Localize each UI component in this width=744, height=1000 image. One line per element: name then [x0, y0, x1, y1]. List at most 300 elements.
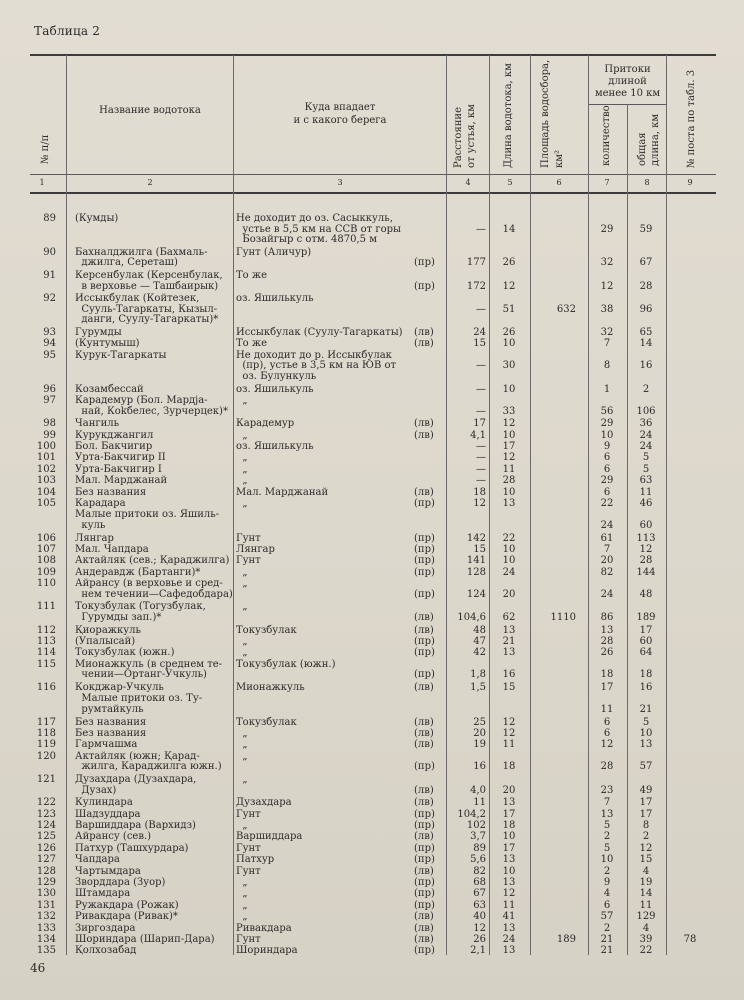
cell-no: 109: [36, 566, 56, 578]
cell-into: Токузбулак (южн.): [236, 658, 336, 670]
cell-dist: 24: [473, 327, 486, 338]
cell-bank: (пр): [414, 669, 435, 681]
cell-into: „: [236, 429, 248, 441]
cell-len: 13: [502, 797, 516, 809]
cell-cnt: 32: [600, 327, 614, 338]
cell-name: Токузбулак (Тогузбулак, Гурумды зап.)*: [75, 601, 206, 623]
cell-cnt: 21: [600, 945, 614, 957]
cell-no: 95: [43, 349, 56, 361]
header-col3: Куда впадает и с какого берега: [293, 102, 387, 126]
cell-no: 107: [36, 544, 56, 555]
cell-bank: (лв): [414, 327, 434, 338]
cell-len: 20: [502, 588, 516, 600]
cell-dist: 4,0: [470, 784, 486, 796]
cell-len: 10: [502, 831, 516, 843]
cell-cnt: 38: [600, 303, 614, 315]
cell-area: 189: [556, 934, 576, 945]
cell-bank: (лв): [414, 338, 434, 350]
cell-no: 113: [36, 636, 56, 647]
cell-no: 98: [43, 418, 56, 430]
cell-into: Не доходит до оз. Сасыккуль, устье в 5,5 км на ССВ от горы Бозайгыр с отм. 4870,5 м: [236, 213, 401, 246]
cell-len: 18: [502, 761, 516, 773]
cell-name: Зиргоздара: [75, 922, 136, 934]
cell-tot: 18: [639, 669, 653, 681]
cell-dist: 102: [466, 820, 486, 831]
cell-tot: 10: [639, 728, 653, 739]
cell-len: 13: [502, 624, 516, 636]
cell-name: Чартымдара: [75, 865, 141, 877]
cell-len: 10: [502, 865, 516, 877]
cell-cnt: 6: [603, 716, 611, 728]
cell-cnt: 20: [600, 555, 614, 567]
cell-tot: 67: [639, 257, 653, 269]
cell-name: Айрансу (сев.): [75, 831, 152, 843]
cell-tot: 16: [639, 682, 653, 693]
cell-dist: 19: [473, 739, 486, 751]
cell-into: „: [236, 774, 248, 785]
cell-cnt: 12: [600, 739, 614, 751]
cell-no: 103: [36, 475, 56, 487]
cell-name: Урта-Бакчигир II: [75, 452, 166, 464]
cell-tot: 14: [639, 338, 653, 350]
cell-name: Чапдара: [75, 854, 120, 866]
cell-tot: 17: [639, 797, 653, 809]
cell-dist: 1,8: [470, 669, 486, 681]
cell-dist: —: [476, 303, 486, 315]
cell-len: 13: [502, 922, 516, 934]
cell-no: 118: [36, 728, 56, 739]
cell-name: Иссыкбулак (Койтезек, Сууль-Тагаркаты, Кызыл- данги, Суулу-Тагаркаты)*: [75, 293, 219, 326]
cell-tot: 48: [639, 588, 653, 600]
cell-len: 13: [502, 647, 516, 659]
cell-name: Козамбессай: [75, 383, 144, 395]
cell-len: 24: [502, 934, 516, 945]
cell-name: Карадемур (Бол. Мардjа- най, Коkбелес, Зурчерцек)*: [75, 395, 228, 417]
cell-bank: (пр): [414, 566, 435, 578]
cell-len: 12: [502, 716, 516, 728]
cell-into: „: [236, 578, 248, 590]
cell-no: 112: [36, 624, 56, 636]
cell-dist: 47: [473, 636, 486, 647]
cell-bank: (лв): [414, 418, 434, 430]
cell-cnt: 28: [600, 636, 614, 647]
header-top-rule: [30, 54, 716, 56]
cell-cnt: 11: [600, 704, 614, 715]
header-col8: общая длина, км: [637, 113, 661, 166]
cell-no: 128: [36, 865, 56, 877]
cell-bank: (пр): [414, 842, 435, 854]
cell-into: „: [236, 566, 248, 578]
cell-tot: 4: [642, 922, 650, 934]
cell-cnt: 29: [600, 475, 614, 487]
cell-cnt: 7: [603, 338, 611, 350]
cell-tot: 129: [636, 911, 656, 923]
cell-dist: 25: [473, 716, 486, 728]
cell-bank: (лв): [414, 486, 434, 498]
cell-tot: 36: [639, 418, 653, 430]
cell-len: 14: [502, 223, 516, 235]
divider-col4: [489, 55, 490, 955]
cell-into: Гунт: [236, 934, 261, 945]
cell-dist: 40: [473, 911, 486, 923]
cell-name: Андеравдж (Бартанги)*: [75, 566, 201, 578]
cell-dist: 1,5: [470, 682, 486, 693]
header-col7: количество: [601, 105, 612, 166]
cell-into: „: [236, 739, 248, 751]
cell-name: Урта-Бакчигир I: [75, 463, 162, 475]
cell-no: 102: [36, 463, 56, 475]
cell-cnt: 13: [600, 624, 614, 636]
cell-into: „: [236, 601, 248, 613]
cell-cnt: 56: [600, 405, 614, 417]
cell-name: Қиоражкуль: [75, 624, 141, 636]
cell-bank: (лв): [414, 784, 434, 796]
cell-no: 121: [36, 774, 56, 785]
cell-no: 90: [43, 246, 56, 258]
cell-cnt: 5: [603, 842, 611, 854]
cell-dist: 11: [473, 797, 486, 809]
cell-dist: —: [476, 463, 486, 475]
cell-bank: (пр): [414, 555, 435, 567]
cell-bank: (пр): [414, 820, 435, 831]
cell-into: „: [236, 647, 248, 659]
cell-tot: 96: [639, 303, 653, 315]
cell-len: 12: [502, 280, 516, 292]
cell-no: 124: [36, 820, 56, 831]
cell-no: 108: [36, 555, 56, 567]
cell-into: „: [236, 820, 248, 831]
cell-dist: 42: [473, 647, 486, 659]
cell-tot: 12: [639, 544, 653, 555]
cell-no: 100: [36, 441, 56, 452]
cell-into: „: [236, 728, 248, 739]
cell-len: 10: [502, 383, 516, 395]
cell-no: 130: [36, 888, 56, 900]
cell-len: 24: [502, 566, 516, 578]
cell-no: 91: [43, 270, 56, 281]
cell-tot: 19: [639, 877, 653, 888]
cell-dist: 48: [473, 624, 486, 636]
cell-len: 30: [502, 360, 516, 372]
cell-bank: (лв): [414, 739, 434, 751]
cell-len: 13: [502, 498, 516, 509]
cell-into: То же: [236, 338, 267, 350]
cell-bank: (пр): [414, 854, 435, 866]
cell-bank: (лв): [414, 728, 434, 739]
cell-tot: 106: [636, 405, 656, 417]
cell-into: „: [236, 636, 248, 647]
colnum-2: 2: [147, 178, 153, 187]
cell-cnt: 10: [600, 429, 614, 441]
cell-cnt: 82: [600, 566, 614, 578]
cell-cnt: 12: [600, 280, 614, 292]
cell-cnt: 6: [603, 452, 611, 464]
cell-cnt: 57: [600, 911, 614, 923]
cell-cnt: 9: [603, 877, 611, 888]
cell-name: Токузбулак (южн.): [75, 647, 175, 659]
cell-bank: (лв): [414, 682, 434, 693]
cell-into: Варшиддара: [236, 831, 303, 843]
cell-dist: 63: [473, 899, 486, 911]
cell-dist: 12: [473, 498, 486, 509]
cell-dist: 20: [473, 728, 486, 739]
cell-into: оз. Яшилькуль: [236, 441, 314, 452]
cell-len: 22: [502, 532, 516, 544]
cell-no: 115: [36, 658, 56, 670]
colnum-9: 9: [687, 178, 693, 187]
cell-into: „: [236, 395, 248, 406]
cell-name: Кулиндара: [75, 797, 133, 809]
cell-name: Ружакдара (Рожак): [75, 899, 179, 911]
cell-name: Курук-Тагаркаты: [75, 349, 167, 361]
cell-len: 15: [502, 682, 516, 693]
cell-into: Токузбулак: [236, 716, 297, 728]
cell-no: 101: [36, 452, 56, 464]
cell-len: 17: [502, 441, 516, 452]
cell-cnt: 1: [603, 383, 611, 395]
cell-name: Малые притоки оз. Яшиль- куль: [75, 509, 220, 531]
cell-len: 21: [502, 636, 516, 647]
cell-tot: 60: [639, 636, 653, 647]
cell-len: 41: [502, 911, 516, 923]
cell-bank: (пр): [414, 257, 435, 269]
cell-no: 122: [36, 797, 56, 809]
cell-name: Айрансу (в верховье и сред- нем течении—Сафедобдара): [75, 578, 233, 600]
cell-len: 11: [502, 899, 516, 911]
cell-len: 28: [502, 475, 516, 487]
cell-bank: (лв): [414, 865, 434, 877]
cell-cnt: 23: [600, 784, 614, 796]
divider-col8: [666, 55, 667, 955]
colnum-6: 6: [556, 178, 562, 187]
cell-name: Актайляк (южн; Қарад- жилга, Караджилга южн.): [75, 750, 222, 773]
cell-bank: (лв): [414, 716, 434, 728]
cell-bank: (пр): [414, 280, 435, 292]
cell-name: Керсенбулак (Керсенбулак, в верховье — Ташбаирык): [75, 270, 223, 292]
cell-cnt: 22: [600, 498, 614, 509]
cell-dist: 2,1: [470, 945, 486, 957]
cell-name: Без названия: [75, 716, 147, 728]
cell-len: 16: [502, 669, 516, 681]
cell-into: Гунт: [236, 842, 261, 854]
cell-len: 26: [502, 257, 516, 269]
divider-col5: [530, 55, 531, 955]
cell-cnt: 29: [600, 418, 614, 430]
cell-cnt: 17: [600, 682, 614, 693]
cell-name: Патхур (Ташхурдара): [75, 842, 189, 854]
cell-tot: 65: [639, 327, 653, 338]
cell-name: Бахналджилга (Бахмаль- джилга, Сереташ): [75, 246, 208, 269]
cell-len: 10: [502, 338, 516, 350]
cell-into: Иссыкбулак (Суулу-Тагаркаты): [236, 327, 403, 338]
cell-name: Зворддара (Зуор): [75, 877, 166, 888]
cell-tot: 39: [639, 934, 653, 945]
cell-name: Без названия: [75, 486, 147, 498]
cell-into: „: [236, 911, 248, 923]
cell-area: 1110: [550, 612, 576, 623]
cell-name: Актайляк (сев.; Қараджилга): [75, 555, 230, 567]
cell-dist: —: [476, 360, 486, 372]
cell-into: Патхур: [236, 854, 275, 866]
cell-dist: —: [476, 223, 486, 235]
cell-tot: 63: [639, 475, 653, 487]
cell-no: 120: [36, 750, 56, 762]
cell-into: „: [236, 452, 248, 464]
cell-tot: 144: [636, 566, 656, 578]
cell-no: 119: [36, 739, 56, 751]
cell-tot: 24: [639, 441, 653, 452]
divider-col3: [446, 55, 447, 955]
cell-into: „: [236, 498, 248, 509]
cell-name: Курукджангил: [75, 429, 154, 441]
column-number-rule: [30, 192, 716, 194]
cell-dist: —: [476, 475, 486, 487]
cell-tot: 49: [639, 784, 653, 796]
cell-tot: 11: [639, 486, 653, 498]
cell-cnt: 26: [600, 647, 614, 659]
cell-len: 11: [502, 463, 516, 475]
cell-dist: 3,7: [470, 831, 486, 843]
cell-no: 99: [43, 429, 56, 441]
cell-into: „: [236, 463, 248, 475]
cell-into: Ривакдара: [236, 922, 292, 934]
colnum-4: 4: [465, 178, 471, 187]
cell-no: 116: [36, 682, 56, 693]
cell-no: 125: [36, 831, 56, 843]
cell-len: 17: [502, 842, 516, 854]
table-label: Таблица 2: [34, 24, 101, 38]
divider-col1: [66, 55, 67, 955]
cell-tot: 12: [639, 842, 653, 854]
cell-into: Гунт (Аличур): [236, 246, 312, 258]
cell-no: 135: [36, 945, 56, 957]
cell-len: 20: [502, 784, 516, 796]
cell-bank: (лв): [414, 922, 434, 934]
cell-into: Гунт: [236, 532, 261, 544]
cell-into: То же: [236, 270, 267, 281]
cell-into: Мал. Марджанай: [236, 486, 329, 498]
cell-dist: 18: [473, 486, 486, 498]
cell-cnt: 28: [600, 761, 614, 773]
cell-name: Варшиддара (Вархидз): [75, 820, 196, 831]
cell-no: 133: [36, 922, 56, 934]
cell-cnt: 7: [603, 797, 611, 809]
cell-no: 129: [36, 877, 56, 888]
cell-name: Кокджар-Учкуль: [75, 682, 164, 693]
cell-bank: (пр): [414, 532, 435, 544]
cell-into: Мионажкуль: [236, 682, 305, 693]
cell-len: 10: [502, 555, 516, 567]
cell-dist: —: [476, 383, 486, 395]
cell-name: Дузахдара (Дузахдара, Дузах): [75, 774, 197, 796]
cell-len: 11: [502, 739, 516, 751]
cell-no: 131: [36, 899, 56, 911]
cell-no: 110: [36, 578, 56, 590]
cell-no: 126: [36, 842, 56, 854]
cell-len: 10: [502, 429, 516, 441]
cell-tot: 113: [636, 532, 656, 544]
cell-name: Чангиль: [75, 418, 120, 430]
cell-into: „: [236, 877, 248, 888]
colnum-7: 7: [604, 178, 610, 187]
cell-name: Малые притоки оз. Ту- румтайкуль: [81, 693, 203, 715]
cell-len: 33: [502, 405, 516, 417]
cell-cnt: 6: [603, 899, 611, 911]
colnum-1: 1: [39, 178, 45, 187]
cell-name: Лянгар: [75, 532, 114, 544]
cell-no: 104: [36, 486, 56, 498]
cell-no: 89: [43, 213, 56, 224]
cell-tot: 21: [639, 704, 653, 715]
cell-into: „: [236, 475, 248, 487]
cell-bank: (лв): [414, 429, 434, 441]
cell-name: Мионажкуль (в среднем те- чении—Ортанг-Учкуль): [75, 658, 223, 681]
cell-bank: (лв): [414, 911, 434, 923]
cell-tot: 189: [636, 612, 656, 623]
cell-name: Қолхозабад: [75, 945, 137, 957]
cell-tot: 13: [639, 739, 653, 751]
colnum-3: 3: [337, 178, 343, 187]
cell-len: 18: [502, 820, 516, 831]
cell-len: 13: [502, 877, 516, 888]
cell-into: Гунт: [236, 865, 261, 877]
cell-no: 96: [43, 383, 56, 395]
cell-tot: 22: [639, 945, 653, 957]
cell-bank: (пр): [414, 498, 435, 509]
cell-tot: 15: [639, 854, 653, 866]
cell-name: Ривакдара (Ривак)*: [75, 911, 178, 923]
cell-name: Шадзуддара: [75, 808, 141, 820]
cell-no: 106: [36, 532, 56, 544]
cell-tot: 28: [639, 280, 653, 292]
cell-bank: (пр): [414, 808, 435, 820]
cell-bank: (пр): [414, 945, 435, 957]
cell-into: Карадемур: [236, 418, 295, 430]
cell-dist: 68: [473, 877, 486, 888]
cell-dist: 141: [466, 555, 486, 567]
cell-len: 12: [502, 888, 516, 900]
cell-into: оз. Яшилькуль: [236, 293, 314, 305]
cell-bank: (пр): [414, 761, 435, 773]
cell-bank: (пр): [414, 544, 435, 555]
header-col5: Длина водотока, км: [503, 63, 514, 168]
cell-len: 13: [502, 945, 516, 957]
cell-bank: (лв): [414, 831, 434, 843]
cell-dist: 5,6: [470, 854, 486, 866]
cell-no: 97: [43, 395, 56, 406]
cell-len: 12: [502, 452, 516, 464]
colnum-5: 5: [507, 178, 513, 187]
cell-bank: (пр): [414, 888, 435, 900]
cell-cnt: 32: [600, 257, 614, 269]
page-number: 46: [30, 961, 46, 975]
cell-dist: 26: [473, 934, 486, 945]
cell-cnt: 24: [600, 520, 614, 531]
cell-into: „: [236, 750, 248, 762]
cell-len: 10: [502, 544, 516, 555]
cell-tot: 57: [639, 761, 653, 773]
cell-cnt: 61: [600, 532, 614, 544]
cell-name: Без названия: [75, 728, 147, 739]
cell-tot: 11: [639, 899, 653, 911]
cell-tot: 14: [639, 888, 653, 900]
cell-into: „: [236, 888, 248, 900]
cell-dist: 12: [473, 922, 486, 934]
cell-tot: 17: [639, 624, 653, 636]
cell-dist: 128: [466, 566, 486, 578]
cell-name: (Кунтумыш): [75, 338, 140, 350]
header-col78-group: Притоки длиной менее 10 км: [594, 64, 661, 99]
